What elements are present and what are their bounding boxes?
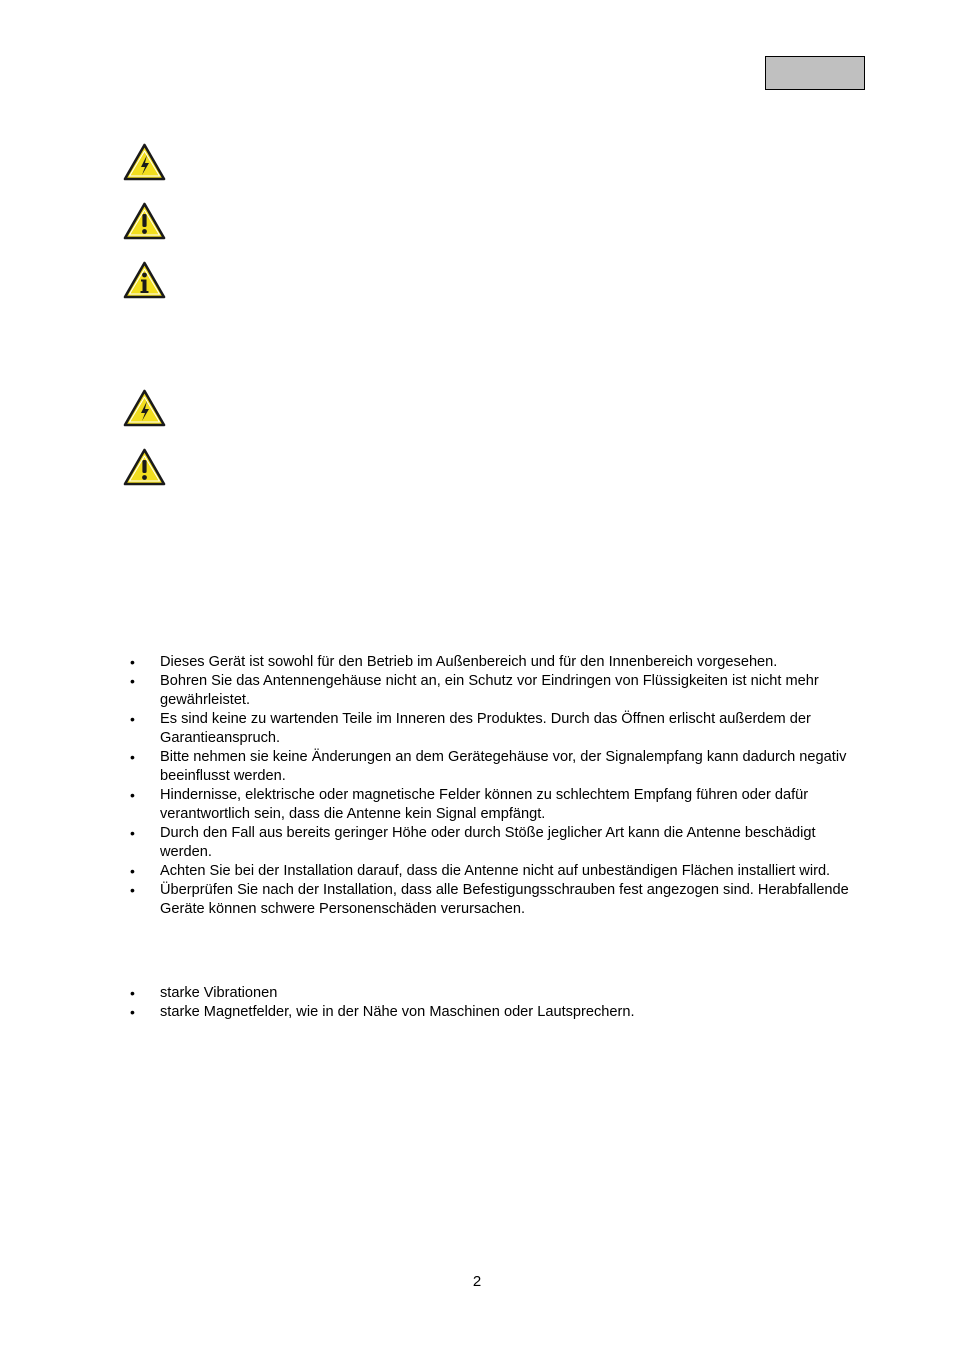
list-item — [0, 824, 870, 862]
bullet-icon: • — [130, 787, 135, 803]
list-item-text: starke Magnetfelder, wie in der Nähe von Maschinen oder Lautsprechern. — [160, 1004, 635, 1020]
exclamation-warning-icon — [123, 202, 166, 240]
list-item — [0, 672, 870, 710]
bullet-icon: • — [130, 749, 135, 765]
language-label-box — [765, 56, 865, 90]
list-item — [0, 748, 870, 786]
bullet-icon: • — [130, 673, 135, 689]
list-item-text: Achten Sie bei der Installation darauf, dass die Antenne nicht auf unbeständigen Flächen installiert wird. — [160, 863, 831, 879]
list-item — [0, 881, 870, 919]
bullet-icon: • — [130, 654, 135, 670]
bullet-icon: • — [130, 863, 135, 879]
list-item — [0, 653, 870, 672]
list-item-text: Durch den Fall aus bereits geringer Höhe oder durch Stöße jeglicher Art kann die Antenne beschädigt werden. — [160, 825, 816, 860]
high-voltage-warning-icon — [123, 143, 166, 181]
bullet-icon: • — [130, 1004, 135, 1020]
bullet-icon: • — [130, 985, 135, 1001]
list-item — [0, 862, 870, 881]
list-item-text: Bohren Sie das Antennengehäuse nicht an, ein Schutz vor Eindringen von Flüssigkeiten ist nicht mehr gewährleistet. — [160, 673, 819, 708]
list-item — [0, 1003, 870, 1022]
list-item — [0, 710, 870, 748]
list-item — [0, 984, 870, 1003]
list-item-text: starke Vibrationen — [160, 985, 278, 1001]
safety-instructions-list — [0, 653, 870, 919]
information-icon — [123, 261, 166, 299]
bullet-icon: • — [130, 825, 135, 841]
bullet-icon: • — [130, 711, 135, 727]
list-item — [0, 786, 870, 824]
exclamation-warning-icon — [123, 448, 166, 486]
list-item-text: Hindernisse, elektrische oder magnetische Felder können zu schlechtem Empfang führen oder dafür verantwortlich sein, dass die Antenne kein Signal empfängt. — [160, 787, 809, 822]
list-item-text: Es sind keine zu wartenden Teile im Inneren des Produktes. Durch das Öffnen erlischt außerdem der Garantieanspruch. — [160, 711, 811, 746]
list-item-text: Bitte nehmen sie keine Änderungen an dem Gerätegehäuse vor, der Signalempfang kann dadurch negativ beeinflusst werden. — [160, 749, 847, 784]
bullet-icon: • — [130, 882, 135, 898]
page-number: 2 — [472, 1273, 482, 1290]
list-item-text: Dieses Gerät ist sowohl für den Betrieb im Außenbereich und für den Innenbereich vorgesehen. — [160, 654, 778, 670]
high-voltage-warning-icon — [123, 389, 166, 427]
avoid-conditions-list — [0, 984, 870, 1022]
list-item-text: Überprüfen Sie nach der Installation, dass alle Befestigungsschrauben fest angezogen sind. Herabfallende Geräte können schwere Personenschäden verursachen. — [160, 882, 849, 917]
